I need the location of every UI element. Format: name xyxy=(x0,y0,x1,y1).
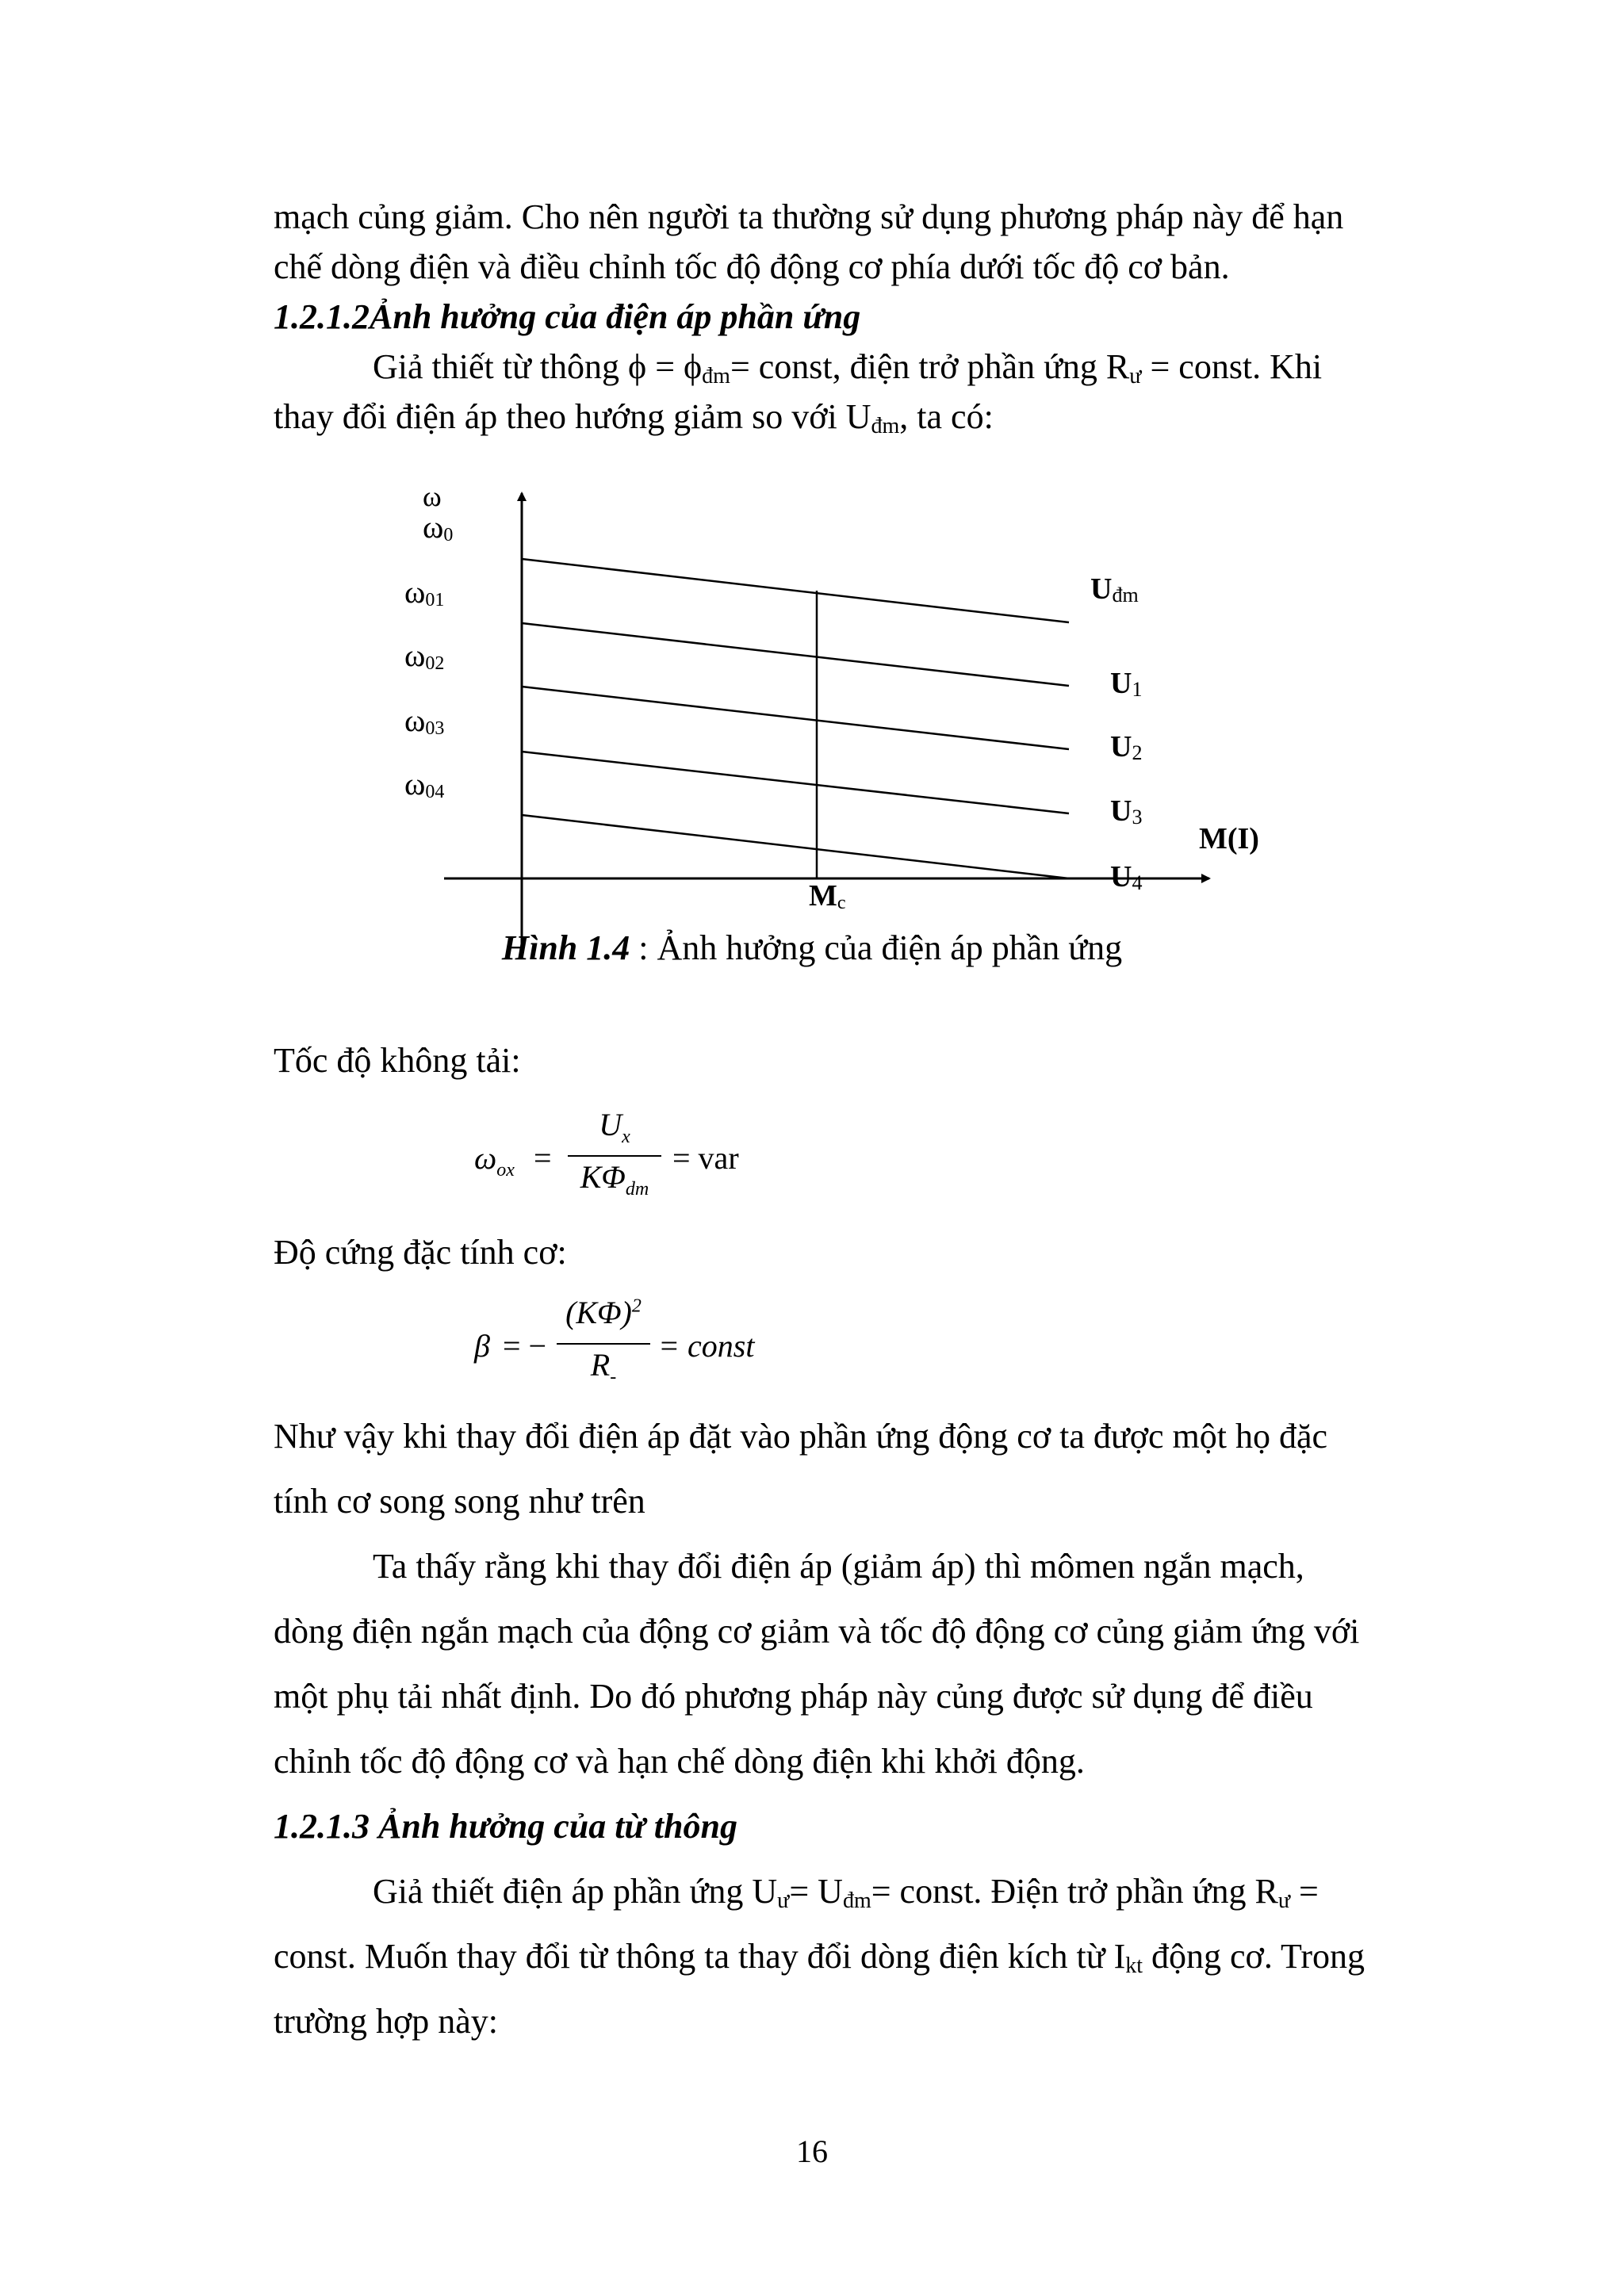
u3-label: U3 xyxy=(1110,794,1143,828)
mc-label: Mc xyxy=(809,879,846,913)
text-run: Giả thiết từ thông ϕ = ϕ xyxy=(373,347,703,386)
u4-label: U4 xyxy=(1110,860,1143,894)
characteristic-u3 xyxy=(522,752,1069,813)
paragraph-line: trường hợp này: xyxy=(274,2002,499,2041)
eq2-rhs: = const xyxy=(658,1328,755,1364)
text-run: thay đổi điện áp theo hướng giảm so với U xyxy=(274,397,871,436)
characteristic-u4 xyxy=(522,815,1069,878)
subscript: kt xyxy=(1125,1954,1143,1978)
eq2-fraction xyxy=(557,1294,650,1397)
eq2-lhs: β xyxy=(474,1328,490,1364)
caption-label: Hình 1.4 xyxy=(501,928,630,967)
figure-voltage-characteristics xyxy=(0,0,1624,991)
text-run: = const. Khi xyxy=(1141,347,1323,386)
text-run: = const. Điện trở phần ứng R xyxy=(871,1872,1278,1911)
eq1-rhs: = var xyxy=(672,1140,739,1176)
paragraph-line: tính cơ song song như trên xyxy=(274,1482,645,1521)
text-run: = const, điện trở phần ứng R xyxy=(730,347,1130,386)
text-run: , ta có: xyxy=(899,397,994,436)
eq1-denominator: $K\Phi_{dm}$ xyxy=(580,1159,649,1200)
paragraph-line: chỉnh tốc độ động cơ và hạn chế dòng điện khi khởi động. xyxy=(274,1742,1085,1781)
omega01-label: ω01 xyxy=(404,574,445,610)
eq2-equals: = − xyxy=(503,1328,547,1364)
equation-stiffness xyxy=(474,1294,887,1397)
subscript: đm xyxy=(871,414,900,438)
fraction-bar xyxy=(557,1343,650,1345)
text-run: = U xyxy=(789,1872,843,1911)
characteristic-u1 xyxy=(522,623,1069,686)
paragraph-line: dòng điện ngắn mạch của động cơ giảm và tốc độ động cơ củng giảm ứng với xyxy=(274,1612,1360,1651)
eq1-numerator: $U_x$ xyxy=(599,1107,630,1147)
fraction-bar xyxy=(568,1155,661,1157)
section-heading: 1.2.1.2Ảnh hưởng của điện áp phần ứng xyxy=(274,297,861,336)
eq1-fraction xyxy=(568,1106,661,1209)
omega0-label: ω0 xyxy=(423,509,454,545)
paragraph-line: Như vậy khi thay đổi điện áp đặt vào phần ứng động cơ ta được một họ đặc xyxy=(274,1417,1328,1456)
eq1-lhs: $\omega_{ox}$ xyxy=(474,1140,515,1181)
subscript: đm xyxy=(702,364,730,388)
eq2-denominator: $R_-$ xyxy=(590,1347,617,1387)
figure-caption xyxy=(0,926,1624,970)
text-run: Giả thiết điện áp phần ứng U xyxy=(373,1872,778,1911)
x-axis-label: M(I) xyxy=(1199,822,1259,855)
paragraph-line: Tốc độ không tải: xyxy=(274,1041,521,1080)
text-run: const. Muốn thay đổi từ thông ta thay đổi dòng điện kích từ I xyxy=(274,1937,1126,1976)
characteristic-udm xyxy=(522,559,1069,622)
paragraph-line: mạch củng giảm. Cho nên người ta thường sử dụng phương pháp này để hạn xyxy=(274,197,1344,236)
paragraph-line: Độ cứng đặc tính cơ: xyxy=(274,1233,567,1272)
omega02-label: ω02 xyxy=(404,637,445,674)
subscript: đm xyxy=(842,1888,871,1913)
u2-label: U2 xyxy=(1110,730,1143,764)
paragraph-line: Ta thấy rằng khi thay đổi điện áp (giảm áp) thì mômen ngắn mạch, xyxy=(373,1547,1304,1586)
subscript: ư xyxy=(1277,1888,1291,1913)
udm-label: Uđm xyxy=(1090,572,1139,607)
equation-noload-speed xyxy=(474,1106,887,1209)
paragraph-line: chế dòng điện và điều chỉnh tốc độ động cơ phía dưới tốc độ cơ bản. xyxy=(274,247,1230,286)
eq2-numerator: $(K\Phi)^2$ xyxy=(565,1295,642,1330)
paragraph-line xyxy=(274,1934,1365,1988)
paragraph-line xyxy=(373,1869,1319,1923)
u1-label: U1 xyxy=(1110,667,1143,701)
text-run: động cơ. Trong xyxy=(1143,1937,1365,1976)
page-number: 16 xyxy=(796,2133,828,2169)
subscript: ư xyxy=(777,1888,790,1913)
characteristic-u2 xyxy=(522,687,1069,749)
section-heading: 1.2.1.3 Ảnh hưởng của từ thông xyxy=(274,1807,737,1846)
omega03-label: ω03 xyxy=(404,702,445,739)
omega04-label: ω04 xyxy=(404,766,445,802)
text-run: = xyxy=(1290,1872,1319,1911)
caption-text: : Ảnh hưởng của điện áp phần ứng xyxy=(630,928,1123,967)
eq1-equals: = xyxy=(534,1140,552,1176)
paragraph-line: một phụ tải nhất định. Do đó phương pháp này củng được sử dụng để điều xyxy=(274,1677,1313,1716)
subscript: ư xyxy=(1129,364,1142,388)
y-axis-label: ω xyxy=(423,480,442,512)
